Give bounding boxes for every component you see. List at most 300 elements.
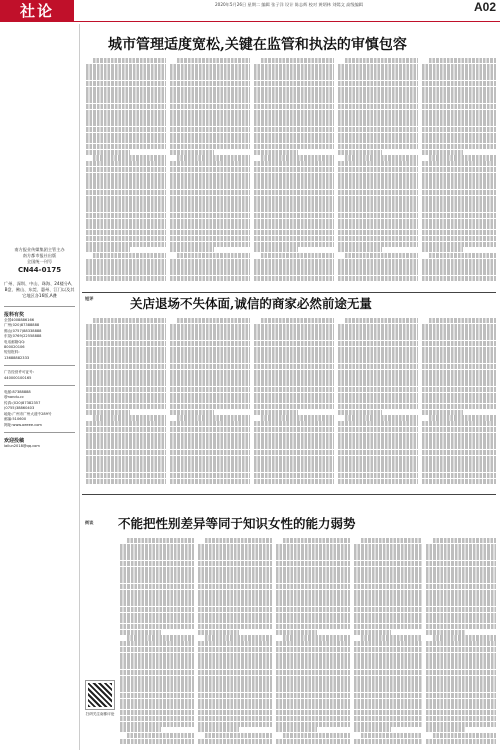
text-line (338, 264, 418, 269)
text-line (86, 276, 166, 281)
text-line (254, 98, 334, 103)
text-line (86, 213, 166, 218)
text-line (276, 561, 350, 566)
text-line (254, 75, 334, 80)
text-line (338, 167, 418, 172)
text-line (170, 444, 250, 449)
text-line (170, 144, 250, 149)
text-line (254, 196, 334, 201)
article-3-column (354, 538, 422, 746)
text-line (338, 456, 418, 461)
text-line (338, 467, 418, 472)
text-line (254, 444, 334, 449)
text-line (426, 710, 496, 715)
text-line (426, 595, 496, 600)
text-line (276, 739, 350, 744)
text-line (170, 352, 250, 357)
text-line (276, 710, 350, 715)
text-line (338, 335, 418, 340)
text-line (354, 607, 422, 612)
text-line (170, 161, 250, 166)
text-line (276, 572, 350, 577)
text-line (422, 230, 496, 235)
text-line (422, 438, 496, 443)
text-line (276, 544, 350, 549)
text-line (254, 329, 334, 334)
text-line (354, 687, 422, 692)
text-line (93, 318, 166, 323)
text-line (338, 150, 382, 155)
text-line (177, 415, 250, 420)
text-line (276, 681, 350, 686)
text-line (120, 590, 194, 595)
text-line (422, 196, 496, 201)
text-line (354, 739, 422, 744)
text-line (426, 670, 496, 675)
text-line (422, 433, 496, 438)
text-line (276, 584, 350, 589)
text-line (254, 184, 334, 189)
text-line (354, 544, 422, 549)
text-line (86, 230, 166, 235)
text-line (170, 264, 250, 269)
text-line (433, 538, 496, 543)
article-3-column (426, 538, 496, 746)
text-line (338, 81, 418, 86)
article-2-column (422, 318, 496, 488)
qr-code[interactable] (85, 680, 115, 710)
text-line (170, 404, 250, 409)
text-line (120, 561, 194, 566)
text-line (170, 467, 250, 472)
text-line (86, 98, 166, 103)
text-line (86, 433, 166, 438)
text-line (120, 641, 194, 646)
text-line (276, 664, 350, 669)
text-line (422, 479, 496, 484)
text-line (254, 410, 298, 415)
text-line (422, 121, 496, 126)
text-line (338, 173, 418, 178)
text-line (254, 404, 334, 409)
text-line (338, 404, 418, 409)
text-line (170, 473, 250, 478)
hotline-line: 13688882333 (4, 355, 30, 360)
text-line (86, 270, 166, 275)
text-line (422, 98, 496, 103)
text-line (86, 329, 166, 334)
text-line (198, 693, 272, 698)
text-line (426, 613, 496, 618)
text-line (426, 641, 496, 646)
text-line (354, 578, 422, 583)
text-line (354, 699, 422, 704)
text-line (120, 693, 194, 698)
text-line (338, 347, 418, 352)
contact-line: 电邮:87388888 (4, 390, 31, 395)
text-line (198, 704, 272, 709)
text-line (254, 347, 334, 352)
text-line (254, 104, 334, 109)
text-line (86, 201, 166, 206)
text-line (338, 427, 418, 432)
text-line (170, 75, 250, 80)
text-line (276, 641, 350, 646)
edition-address: 广州、深圳、中山、珠海、24楼分A、B盘、佛山、东莞、惠州、江门以及其它地区各16版,A叠 (4, 281, 76, 298)
text-line (198, 658, 272, 663)
text-line (198, 584, 272, 589)
text-line (276, 590, 350, 595)
text-line (254, 467, 334, 472)
text-line (127, 635, 194, 640)
text-line (127, 538, 194, 543)
text-line (198, 716, 272, 721)
text-line (429, 155, 496, 160)
text-line (170, 479, 250, 484)
text-line (254, 381, 334, 386)
text-line (338, 104, 418, 109)
text-line (93, 415, 166, 420)
text-line (254, 450, 334, 455)
text-line (283, 733, 350, 738)
text-line (86, 92, 166, 97)
text-line (426, 607, 496, 612)
text-line (338, 138, 418, 143)
text-line (86, 461, 166, 466)
text-line (338, 121, 418, 126)
text-line (338, 247, 382, 252)
text-line (86, 259, 166, 264)
letters-heading: 欢迎投稿 (4, 437, 25, 444)
text-line (86, 173, 166, 178)
text-line (120, 653, 194, 658)
text-line (422, 144, 496, 149)
text-line (276, 653, 350, 658)
text-line (205, 733, 272, 738)
text-line (254, 264, 334, 269)
text-line (170, 138, 250, 143)
text-line (338, 207, 418, 212)
text-line (422, 467, 496, 472)
text-line (254, 335, 334, 340)
text-line (422, 190, 496, 195)
text-line (338, 242, 418, 247)
text-line (120, 722, 194, 727)
text-line (86, 242, 166, 247)
text-line (338, 381, 418, 386)
text-line (276, 670, 350, 675)
text-line (120, 601, 194, 606)
text-line (170, 370, 250, 375)
text-line (86, 404, 166, 409)
text-line (283, 635, 350, 640)
text-line (422, 450, 496, 455)
text-line (338, 92, 418, 97)
text-line (338, 387, 418, 392)
text-line (170, 150, 214, 155)
text-line (86, 196, 166, 201)
article-1-column (254, 58, 334, 286)
text-line (338, 178, 418, 183)
text-line (426, 681, 496, 686)
text-line (170, 276, 250, 281)
text-line (345, 253, 418, 258)
text-line (120, 630, 161, 635)
text-line (426, 727, 465, 732)
text-line (338, 479, 418, 484)
text-line (433, 733, 496, 738)
text-line (254, 92, 334, 97)
text-line (338, 270, 418, 275)
ad-license-number: 440000100165 (4, 375, 32, 380)
text-line (354, 572, 422, 577)
text-line (198, 618, 272, 623)
letters-email[interactable]: lailun2018@qq.com (4, 443, 40, 448)
text-line (422, 370, 496, 375)
text-line (422, 150, 463, 155)
article-2-title: 关店退场不失体面,诚信的商家必然前途无量 (130, 296, 372, 311)
text-line (86, 370, 166, 375)
text-line (422, 461, 496, 466)
text-line (120, 549, 194, 554)
text-line (120, 555, 194, 560)
text-line (170, 438, 250, 443)
text-line (422, 421, 496, 426)
text-line (345, 58, 418, 63)
qr-code-icon (88, 683, 112, 707)
hotline-line: 电话邮箱QQ: (4, 339, 26, 344)
text-line (254, 213, 334, 218)
text-line (170, 133, 250, 138)
text-line (338, 127, 418, 132)
text-line (254, 115, 334, 120)
text-line (338, 461, 418, 466)
text-line (354, 624, 422, 629)
text-line (198, 624, 272, 629)
text-line (338, 450, 418, 455)
text-line (170, 87, 250, 92)
text-line (422, 259, 496, 264)
text-line (254, 242, 334, 247)
text-line (254, 352, 334, 357)
text-line (170, 92, 250, 97)
article-1-column (422, 58, 496, 286)
text-line (170, 167, 250, 172)
text-line (254, 127, 334, 132)
text-line (198, 647, 272, 652)
text-line (422, 276, 496, 281)
text-line (254, 178, 334, 183)
text-line (422, 138, 496, 143)
text-line (338, 259, 418, 264)
text-line (120, 681, 194, 686)
text-line (120, 607, 194, 612)
text-line (86, 81, 166, 86)
text-line (422, 201, 496, 206)
article-1-column (86, 58, 166, 286)
text-line (276, 727, 317, 732)
text-line (86, 264, 166, 269)
text-line (254, 387, 334, 392)
text-line (361, 538, 422, 543)
text-line (276, 607, 350, 612)
text-line (422, 352, 496, 357)
text-line (86, 87, 166, 92)
text-line (198, 630, 239, 635)
text-line (276, 555, 350, 560)
text-line (426, 561, 496, 566)
text-line (354, 710, 422, 715)
text-line (422, 393, 496, 398)
text-line (422, 178, 496, 183)
text-line (422, 87, 496, 92)
text-line (198, 567, 272, 572)
text-line (338, 196, 418, 201)
text-line (422, 387, 496, 392)
article-3-column (276, 538, 350, 746)
text-line (254, 247, 298, 252)
text-line (422, 364, 496, 369)
text-line (354, 664, 422, 669)
text-line (86, 352, 166, 357)
text-line (254, 144, 334, 149)
text-line (338, 444, 418, 449)
text-line (170, 381, 250, 386)
section-tag: 社论 (0, 0, 74, 22)
text-line (170, 207, 250, 212)
text-line (426, 549, 496, 554)
text-line (120, 670, 194, 675)
page-number: A02 (473, 0, 496, 14)
article-2-column (170, 318, 250, 488)
text-line (93, 155, 166, 160)
text-line (426, 590, 496, 595)
text-line (86, 207, 166, 212)
text-line (254, 393, 334, 398)
text-line (338, 370, 418, 375)
text-line (86, 341, 166, 346)
text-line (254, 87, 334, 92)
text-line (86, 167, 166, 172)
article-2-column (338, 318, 418, 488)
text-line (354, 630, 391, 635)
text-line (170, 324, 250, 329)
text-line (198, 555, 272, 560)
article-2-column (86, 318, 166, 488)
text-line (170, 81, 250, 86)
text-line (120, 567, 194, 572)
text-line (254, 479, 334, 484)
text-line (422, 329, 496, 334)
text-line (426, 601, 496, 606)
text-line (254, 133, 334, 138)
text-line (426, 578, 496, 583)
text-line (276, 630, 317, 635)
text-line (338, 393, 418, 398)
text-line (422, 247, 463, 252)
text-line (422, 219, 496, 224)
text-line (170, 247, 214, 252)
text-line (86, 467, 166, 472)
text-line (198, 613, 272, 618)
text-line (254, 150, 298, 155)
cn-number: CN44-0175 (17, 266, 62, 274)
text-line (170, 421, 250, 426)
text-line (86, 69, 166, 74)
text-line (422, 167, 496, 172)
text-line (422, 264, 496, 269)
section-divider (82, 494, 496, 495)
hotline-line: 广州(020)87388888 (4, 323, 40, 328)
ad-license-head: 广告经营许可证号: (4, 370, 34, 375)
cn-label: 全国统一刊号 (26, 259, 53, 264)
text-line (198, 549, 272, 554)
text-line (170, 450, 250, 455)
text-line (254, 121, 334, 126)
text-line (276, 578, 350, 583)
text-line (338, 224, 418, 229)
text-line (86, 456, 166, 461)
text-line (422, 69, 496, 74)
text-line (426, 722, 496, 727)
section-divider (82, 292, 496, 293)
text-line (338, 433, 418, 438)
text-line (422, 410, 463, 415)
text-line (338, 276, 418, 281)
text-line (177, 253, 250, 258)
article-1-column (338, 58, 418, 286)
text-line (86, 393, 166, 398)
contact-line: 地址:广州市广州大道中289号 (4, 411, 52, 416)
text-line (254, 64, 334, 69)
text-line (354, 693, 422, 698)
text-line (120, 739, 194, 744)
hotline-heading: 报料有奖 (4, 312, 25, 318)
text-line (426, 716, 496, 721)
text-line (170, 242, 250, 247)
text-line (170, 64, 250, 69)
hotline-line: 800020106 (4, 345, 25, 350)
text-line (198, 681, 272, 686)
text-line (120, 618, 194, 623)
text-line (354, 722, 422, 727)
text-line (426, 687, 496, 692)
text-line (205, 538, 272, 543)
text-line (345, 318, 418, 323)
text-line (198, 607, 272, 612)
hotline-line: 东莞(0769)22558888 (4, 334, 42, 339)
publisher-2: 南方都市报社出版 (22, 253, 57, 258)
text-line (429, 415, 496, 420)
text-line (354, 567, 422, 572)
text-line (354, 584, 422, 589)
text-line (426, 624, 496, 629)
text-line (86, 410, 130, 415)
text-line (422, 341, 496, 346)
text-line (426, 658, 496, 663)
text-line (170, 270, 250, 275)
text-line (338, 421, 418, 426)
text-line (338, 110, 418, 115)
text-line (170, 190, 250, 195)
contact-line: (0755)38860403 (4, 406, 35, 411)
text-line (338, 230, 418, 235)
text-line (86, 161, 166, 166)
masthead (0, 0, 500, 22)
text-line (170, 347, 250, 352)
text-line (422, 104, 496, 109)
text-line (426, 704, 496, 709)
